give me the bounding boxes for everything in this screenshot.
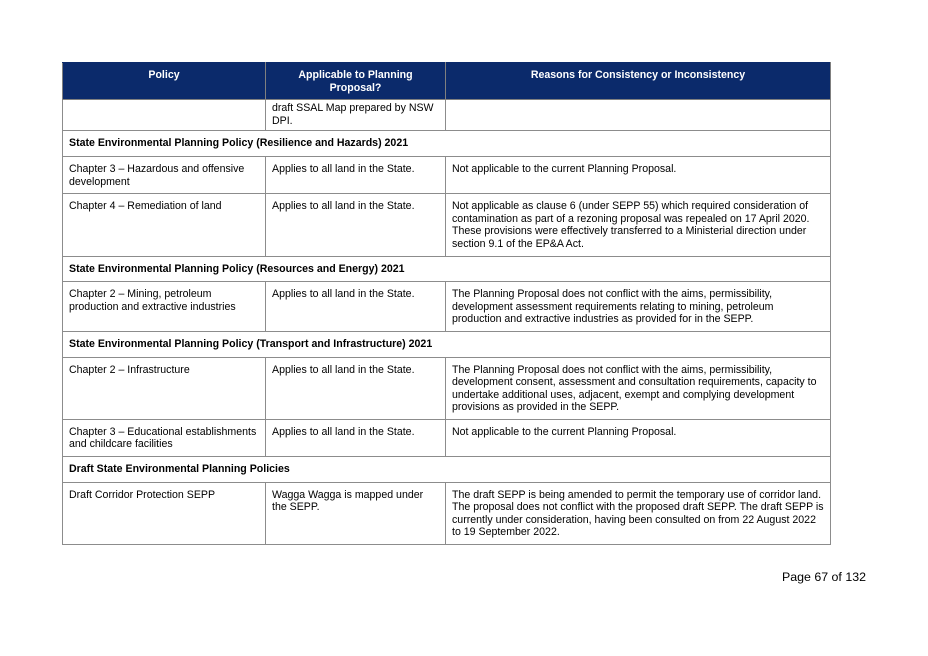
cell-policy: Chapter 3 – Hazardous and offensive development bbox=[63, 156, 266, 193]
section-row bbox=[63, 457, 831, 483]
section-row bbox=[63, 331, 831, 357]
header-applicable: Applicable to Planning Proposal? bbox=[266, 63, 446, 100]
cell-reasons bbox=[446, 100, 831, 131]
cell-policy: Chapter 3 – Educational establishments and childcare facilities bbox=[63, 419, 266, 456]
cell-reasons: Not applicable to the current Planning Proposal. bbox=[446, 156, 831, 193]
cell-applicable: Applies to all land in the State. bbox=[266, 357, 446, 419]
cell-applicable: Wagga Wagga is mapped under the SEPP. bbox=[266, 482, 446, 544]
cell-policy: Chapter 4 – Remediation of land bbox=[63, 194, 266, 256]
table-row-continuation bbox=[63, 100, 831, 131]
section-title: State Environmental Planning Policy (Resources and Energy) 2021 bbox=[63, 256, 831, 282]
table-header-row bbox=[63, 63, 831, 100]
cell-applicable: Applies to all land in the State. bbox=[266, 194, 446, 256]
cell-policy: Draft Corridor Protection SEPP bbox=[63, 482, 266, 544]
cell-applicable: Applies to all land in the State. bbox=[266, 156, 446, 193]
header-reasons: Reasons for Consistency or Inconsistency bbox=[446, 63, 831, 100]
section-title: State Environmental Planning Policy (Resilience and Hazards) 2021 bbox=[63, 131, 831, 157]
section-title: State Environmental Planning Policy (Transport and Infrastructure) 2021 bbox=[63, 331, 831, 357]
cell-policy: Chapter 2 – Infrastructure bbox=[63, 357, 266, 419]
header-policy: Policy bbox=[63, 63, 266, 100]
section-title: Draft State Environmental Planning Policies bbox=[63, 457, 831, 483]
policy-table bbox=[62, 62, 831, 545]
section-row bbox=[63, 256, 831, 282]
table-row bbox=[63, 482, 831, 544]
cell-reasons: The draft SEPP is being amended to permit the temporary use of corridor land. The proposal does not conflict with the proposed draft SEPP. The draft SEPP is currently under consideration, having been consulted on from 22 August 2022 to 19 September 2022. bbox=[446, 482, 831, 544]
cell-applicable: draft SSAL Map prepared by NSW DPI. bbox=[266, 100, 446, 131]
section-row bbox=[63, 131, 831, 157]
table-row bbox=[63, 156, 831, 193]
cell-reasons: The Planning Proposal does not conflict with the aims, permissibility, development consent, assessment and consultation requirements, capacity to undertake additional uses, adjacent, exempt and complying development provisions as provided in the SEPP. bbox=[446, 357, 831, 419]
cell-reasons: Not applicable as clause 6 (under SEPP 55) which required consideration of contamination as part of a rezoning proposal was repealed on 17 April 2020. These provisions were effectively transferred to a Ministerial direction under section 9.1 of the EP&A Act. bbox=[446, 194, 831, 256]
table-row bbox=[63, 419, 831, 456]
cell-applicable: Applies to all land in the State. bbox=[266, 282, 446, 332]
cell-reasons: Not applicable to the current Planning Proposal. bbox=[446, 419, 831, 456]
cell-reasons: The Planning Proposal does not conflict with the aims, permissibility, development assessment requirements relating to mining, petroleum production and extractive industries as provided for in the SEPP. bbox=[446, 282, 831, 332]
table-row bbox=[63, 282, 831, 332]
table-row bbox=[63, 194, 831, 256]
cell-policy bbox=[63, 100, 266, 131]
page-number: Page 67 of 132 bbox=[781, 570, 866, 584]
cell-applicable: Applies to all land in the State. bbox=[266, 419, 446, 456]
cell-policy: Chapter 2 – Mining, petroleum production and extractive industries bbox=[63, 282, 266, 332]
table-row bbox=[63, 357, 831, 419]
